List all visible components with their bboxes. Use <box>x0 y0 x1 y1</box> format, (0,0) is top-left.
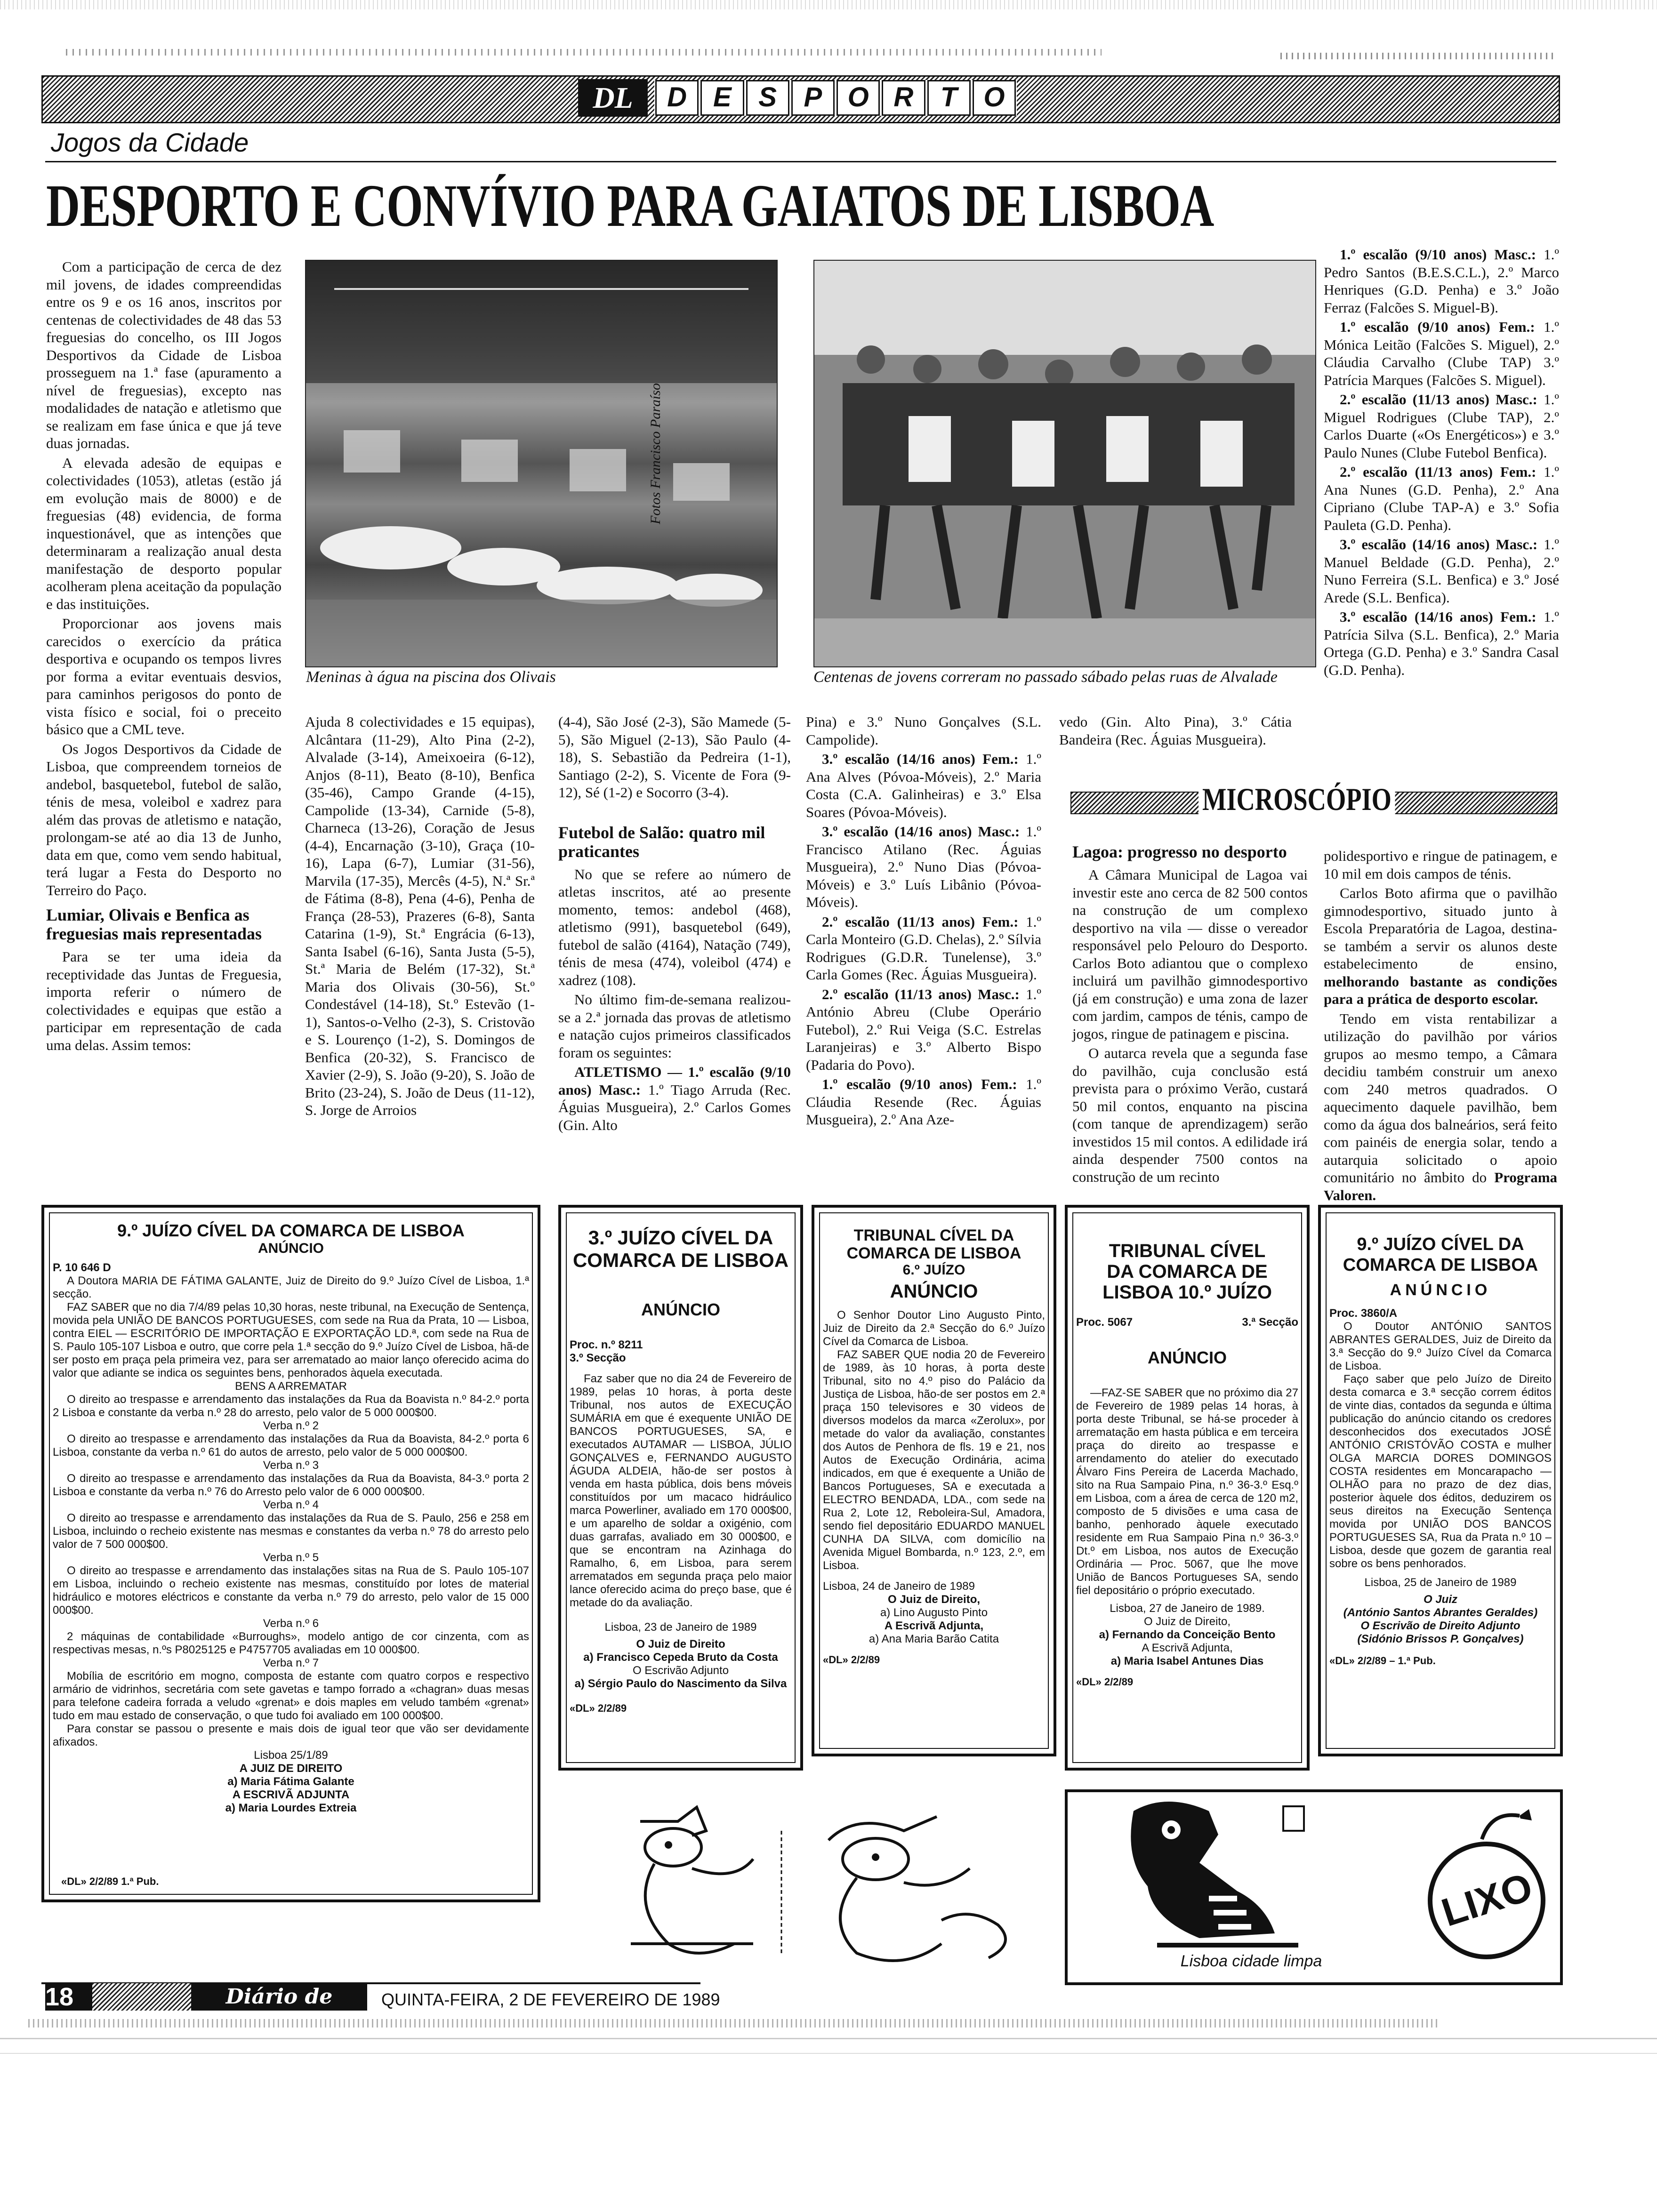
notice-ref: P. 10 646 D <box>53 1261 111 1274</box>
results-paragraph <box>1324 463 1559 534</box>
lixo-campaign-ad <box>1065 1789 1563 1985</box>
results-heading: 3.º escalão (14/16 anos) Masc.: <box>822 823 1020 840</box>
legal-notice-9-juizo <box>41 1205 540 1902</box>
results-paragraph <box>1324 391 1559 461</box>
article-paragraph: No último fim-de-semana realizou-se a 2.ª jornada das provas de atletismo e natação cujos primeiros classificados foram os seguintes: <box>558 991 791 1061</box>
article-paragraph: A elevada adesão de equipas e colectividades (1053), atletas (estão já em evolução mais de 8000) e de freguesias (48) evidencia, de forma inquestionável, que as intenções que determinaram a realização anual desta manifestação de desporto popular acolheram plena aceitação da população e das instituições. <box>46 454 282 612</box>
notice-signature: A ESCRIVÃ ADJUNTA <box>232 1788 350 1801</box>
results-heading: 1.º escalão (9/10 anos) Fem.: <box>1340 319 1535 335</box>
results-heading: 2.º escalão (11/13 anos) Fem.: <box>1340 464 1536 480</box>
footer-masthead: Diário de <box>191 1983 367 2011</box>
microscopio-subhead: Lagoa: progresso no desporto <box>1072 842 1287 861</box>
article-subhead: Lumiar, Olivais e Benfica as freguesias mais representadas <box>46 906 262 943</box>
results-paragraph <box>1324 246 1559 316</box>
notice-heading: BENS A ARREMATAR <box>235 1380 347 1393</box>
scan-edge-top <box>0 0 1657 9</box>
notice-signature: a) Maria Isabel Antunes Dias <box>1110 1655 1264 1667</box>
notice-signature: a) Sérgio Paulo do Nascimento da Silva <box>574 1677 787 1690</box>
section-logo: DL <box>578 79 648 117</box>
notice-title: TRIBUNAL CÍVEL DA COMARCA DE LISBOA <box>846 1226 1022 1262</box>
results-text: 1.º Ana Nunes (G.D. Penha), 2.º Ana Cipriano (Clube TAP-A) e 3.º Sofia Pauleta (G.D. Penha). <box>1324 464 1560 533</box>
notice-heading: Verba n.º 3 <box>263 1459 319 1472</box>
notice-publication: «DL» 2/2/89 <box>823 1654 880 1666</box>
notice-paragraph: Faz saber que no dia 24 de Fevereiro de 1989, pelas 10 horas, à porta deste Tribunal, nos autos de EXECUÇÃO SUMÁRIA em que é exequente UNIÃO DE BANCOS PORTUGUESES, SA, e executados AUTAMAR — LISBOA, JÚLIO GONÇALVES e, FERNANDO AUGUSTO ÁGUDA ALDEIA, hão-de ser postos à venda em hasta pública, dois bens móveis constituídos por um macaco hidráulico marca Powerliner, avaliado em 170 000$00, e um aparelho de soldar a oxigénio, com duas garrafas, avaliado em 30 000$00, e que se encontram na Azinhaga do Ramalho, 6, em Lisboa, para serem arrematados em segunda praça pelo maior lance oferecido acima do preço base, que é metade do da avaliação. <box>570 1372 792 1609</box>
notice-subtitle: ANÚNCIO <box>890 1281 978 1302</box>
notice-paragraph: O direito ao trespasse e arrendamento das instalações da Rua da Boavista, 84-3.º porta 2 Lisboa e constante da verba n.º 76 do Arresto pelo valor de 6 000 000$00. <box>53 1472 529 1498</box>
notice-signature: O Juiz de Direito, <box>887 1593 981 1606</box>
notice-signature: Lisboa, 24 de Janeiro de 1989 <box>823 1580 975 1593</box>
notice-signature: a) Maria Fátima Galante <box>227 1775 354 1788</box>
results-paragraph <box>806 913 1041 984</box>
results-paragraph <box>1324 318 1559 389</box>
microscopio-paragraph: O autarca revela que a segunda fase do pavilhão, cuja conclusão está prevista para o próximo Verão, custará 50 mil contos, enquanto na piscina (com tanque de aprendizagem) serão investidos 15 mil contos. A edilidade irá ainda despender 7500 contos na construção de um recinto <box>1072 1045 1308 1185</box>
microscopio-column-2 <box>1324 847 1557 1206</box>
runners-illustration <box>814 261 1315 666</box>
article-headline: DESPORTO E CONVÍVIO PARA GAIATOS DE LISBOA <box>46 172 1214 239</box>
notice-subtitle: ANÚNCIO <box>1148 1348 1227 1367</box>
results-text: 1.º Francisco Atilano (Rec. Águias Musgueira), 2.º Nuno Dias (Póvoa-Móveis) e 3.º Luís Libânio (Póvoa-Móveis). <box>806 823 1042 910</box>
notice-paragraph: O direito ao trespasse e arrendamento das instalações da Rua de S. Paulo, 256 e 258 em Lisboa, incluindo o recheio existente nas mesmas e constantes da verba n.º 78 do arresto pelo valor de 7 500 000$00. <box>53 1512 529 1551</box>
results-heading: 1.º escalão (9/10 anos) Masc.: <box>1340 246 1536 263</box>
notice-subtitle: ANÚNCIO <box>258 1241 324 1256</box>
legal-notice-9-juizo-abrantes <box>1318 1205 1563 1756</box>
results-heading: 3.º escalão (14/16 anos) Fem.: <box>1340 609 1536 625</box>
notice-paragraph: FAZ SABER que no dia 7/4/89 pelas 10,30 horas, neste tribunal, na Execução de Sentença, movida pela UNIÃO DE BANCOS PORTUGUESES, com sede na Rua da Prata, 10 — Lisboa, contra EIEL — ESCRITÓRIO DE IMPORTAÇÃO E EXPORTAÇÃO LD.ª, com sede na Rua de S. Paulo 105-107 Lisboa e outro, que corre pela 1.ª secção do 9.º Juízo Cível de Lisboa, hã-de ser posto em praça pela primeira vez, para ser arrematado ao maior lanço oferecido acima do valor que adiante se indica os seguintes bens, penhorados àquela executada. <box>53 1301 529 1379</box>
notice-signature: O Juiz de Direito <box>636 1638 725 1651</box>
notice-heading: Verba n.º 5 <box>263 1551 319 1564</box>
results-paragraph <box>806 986 1041 1074</box>
results-text: 1.º Patrícia Silva (S.L. Benfica), 2.º Maria Ortega (G.D. Penha) e 3.º Sandra Casal (G.D. Penha). <box>1324 609 1559 678</box>
article-column-5 <box>1059 713 1292 750</box>
notice-paragraph: O direito ao trespasse e arrendamento das instalações da Rua da Boavista n.º 84-2.º porta 2 Lisboa e constante da verba n.º 28 do arresto, pelo valor de 5 000 000$00. <box>53 1393 529 1419</box>
results-heading: 1.º escalão (9/10 anos) Fem.: <box>822 1076 1017 1092</box>
scan-line-bottom-2 <box>0 2053 1657 2054</box>
results-paragraph <box>806 750 1041 821</box>
photo-caption-runners: Centenas de jovens correram no passado sábado pelas ruas de Alvalade <box>813 668 1278 686</box>
notice-paragraph: FAZ SABER QUE nodia 20 de Fevereiro de 1989, às 10 horas, à porta deste Tribunal, sito no 4.º piso do Palácio da Justiça de Lisboa, hão-de ser postos em 2.ª praça 150 televisores e 30 videos de diversos modelos da marca «Zerolux», por metade do valor da avaliação, constantes dos Autos de Penhora de fls. 19 e 21, nos Autos de Execução Ordinária, acima indicados, em que é exequente a União de Bancos Portugueses, SA e executada a ELECTRO BENDADA, LDA., com sede na Rua 2, Lote 12, Reboleira-Sul, Amadora, sendo fiel depositário EDUARDO MANUEL CUNHA DA SILVA, com domicílio na Avenida Miguel Bombarda, n.º 123, 2.º, em Lisboa. <box>823 1348 1045 1572</box>
results-heading: 2.º escalão (11/13 anos) Masc.: <box>1340 391 1537 408</box>
results-paragraph <box>806 823 1041 911</box>
microscopio-paragraph: polidesportivo e ringue de patinagem, e 10 mil em dois campos de ténis. <box>1324 848 1557 882</box>
section-title-letter: O <box>837 80 880 116</box>
notice-signature: O Escrivão Adjunto <box>632 1664 729 1677</box>
results-text: 1.º Miguel Rodrigues (Clube TAP), 2.º Carlos Duarte («Os Energéticos») e 3.º Paulo Nunes (Clube Futebol Benfica). <box>1324 391 1560 461</box>
cartoon-drawing <box>612 1803 1036 1972</box>
legal-notice-6-juizo <box>812 1205 1056 1756</box>
notice-signature: a) Ana Maria Barão Catita <box>869 1633 999 1645</box>
article-paragraph: Proporcionar aos jovens mais carecidos o exercício da prática desportiva e ocupando os tempos livres por forma a evitar eventuais desvios, para caminhos perigosos do ponto de vista físico e social, foi o preceito básico que a CML teve. <box>46 615 282 737</box>
notice-publication: «DL» 2/2/89 <box>570 1702 627 1714</box>
article-column-3 <box>558 713 791 1136</box>
article-paragraph <box>558 1063 791 1134</box>
page-number: 18 <box>45 1983 92 2011</box>
lixo-slogan: Lisboa cidade limpa <box>1180 1952 1322 1970</box>
photo-swimming-pool <box>305 260 778 667</box>
notice-ref: 3.ª Secção <box>1242 1316 1298 1329</box>
results-heading: ATLETISMO — 1.º escalão (9/10 anos) Masc.: <box>558 1064 791 1098</box>
results-heading: 2.º escalão (11/13 anos) Fem.: <box>822 913 1019 930</box>
notice-signature: Lisboa, 27 de Janeiro de 1989. <box>1110 1602 1265 1615</box>
section-title-letter: T <box>927 80 971 116</box>
legal-notice-10-juizo <box>1065 1205 1310 1771</box>
results-text: 1.º Manuel Beldade (G.D. Penha), 2.º Nuno Ferreira (S.L. Benfica) e 3.º José Arede (S.L. Benfica). <box>1324 536 1560 606</box>
results-paragraph <box>1324 608 1559 679</box>
scan-dots-top-right <box>1280 53 1553 59</box>
notice-signature: Lisboa, 25 de Janeiro de 1989 <box>1364 1576 1517 1589</box>
article-paragraph: (4-4), São José (2-3), São Mamede (5-5), São Miguel (2-13), São Paulo (4-18), S. Sebastião da Pedreira (1-1), Santiago (2-2), S. Vicente de Fora (9-12), Sé (1-2) e Socorro (3-4). <box>558 713 791 801</box>
microscopio-title: MICROSCÓPIO <box>1199 777 1395 822</box>
results-paragraph <box>1324 536 1559 606</box>
notice-ref: 3.º Secção <box>570 1352 626 1364</box>
notice-signature: O Juiz de Direito, <box>1143 1615 1231 1628</box>
notice-heading: Verba n.º 7 <box>263 1657 319 1669</box>
results-heading: 2.º escalão (11/13 anos) Masc.: <box>822 986 1020 1002</box>
results-heading: 3.º escalão (14/16 anos) Fem.: <box>822 751 1019 767</box>
article-column-2 <box>305 713 535 1121</box>
notice-title: 9.º JUÍZO CÍVEL DA COMARCA DE LISBOA <box>1343 1234 1538 1275</box>
notice-signature: a) Maria Lourdes Extreia <box>225 1802 357 1814</box>
notice-signature: a) Fernando da Conceição Bento <box>1099 1628 1276 1641</box>
notice-title: 9.º JUÍZO CÍVEL DA COMARCA DE LISBOA <box>117 1221 465 1240</box>
results-paragraph <box>806 1075 1041 1129</box>
section-title-letter: O <box>973 80 1016 116</box>
section-title-letter: D <box>655 80 699 116</box>
microscopio-text: Carlos Boto afirma que o pavilhão gimnodesportivo, situado junto à Escola Preparatória de Lagoa, destina-se também a servir os alunos deste estabelecimento de ensino, <box>1324 885 1557 972</box>
lixo-badge-text: LIXO <box>1436 1864 1538 1935</box>
article-subhead: Futebol de Salão: quatro mil praticantes <box>558 823 765 861</box>
notice-publication: «DL» 2/2/89 <box>1076 1676 1134 1688</box>
notice-paragraph: 2 máquinas de contabilidade «Burroughs», modelo antigo de cor cinzenta, com as respectivas mesas, n.ºs P8025125 e P4757705 avaliadas em 10 000$00. <box>53 1630 529 1656</box>
results-text: vedo (Gin. Alto Pina), 3.º Cátia Bandeira (Rec. Águias Musgueira). <box>1059 713 1292 748</box>
notice-signature: A Escrivã Adjunta, <box>1142 1642 1233 1654</box>
notice-signature: Lisboa, 23 de Janeiro de 1989 <box>604 1621 757 1634</box>
notice-heading: Verba n.º 4 <box>263 1499 319 1511</box>
notice-ref: Proc. 3860/A <box>1329 1307 1398 1320</box>
microscopio-paragraph: A Câmara Municipal de Lagoa vai investir este ano cerca de 82 500 contos na construção de um complexo desportivo na vila — disse o vereador responsável pelo Pelouro do Desporto. Carlos Boto adiantou que o complexo incluirá um pavilhão gimnodesportivo (já em construção) e uma zona de lazer com jardim, campos de ténis, campo de jogos, ringue de patinagem e piscina. <box>1072 866 1308 1042</box>
microscopio-bold-text: melhorando bastante as condições para a prática de desporto escolar. <box>1324 973 1557 1007</box>
notice-heading: Verba n.º 6 <box>263 1617 319 1630</box>
section-title-letter: P <box>791 80 835 116</box>
scan-dots-top <box>66 49 1102 56</box>
photo-runners <box>813 260 1316 667</box>
article-paragraph: Com a participação de cerca de dez mil jovens, de idades compreendidas entre os 9 e os 16 anos, inscritos por centenas de colectividades de 48 das 53 freguesias do concelho, os III Jogos Desportivos da Cidade de Lisboa prosseguem na 1.ª fase (apuramento a nível de freguesias), excepto nas modalidades de natação e atletismo que se realizam em fase única e que já teve duas jornadas. <box>46 258 282 451</box>
notice-publication: «DL» 2/2/89 – 1.ª Pub. <box>1329 1655 1436 1667</box>
notice-paragraph: O direito ao trespasse e arrendamento das instalações da Rua da Boavista, 84-2.º porta 6 Lisboa, constante da verba n.º 61 do autos de arresto, pelo valor de 5 000 000$00. <box>53 1433 529 1459</box>
kicker-rule <box>45 161 1556 162</box>
section-title <box>654 80 1017 116</box>
microscopio-text: Tendo em vista rentabilizar a utilização do pavilhão por vários grupos ao mesmo tempo, a Câmara decidiu também construir um anexo com 240 metros quadrados. O aquecimento daquele pavilhão, bem como da água dos balneários, será feito com painéis de energia solar, tendo a autarquia solicitado o apoio comunitário no âmbito do <box>1324 1010 1557 1186</box>
microscopio-paragraph <box>1324 1010 1557 1204</box>
results-text: 1.º Pedro Santos (B.E.S.C.L.), 2.º Marco Henriques (G.D. Penha) e 3.º João Ferraz (Falcões S. Miguel-B). <box>1324 246 1559 316</box>
notice-paragraph: —FAZ-SE SABER que no próximo dia 27 de Fevereiro de 1989 pelas 14 horas, à porta deste Tribunal, se há-se proceder à arrematação em hasta pública e em terceira praça do direito ao trespasse e arrendamento do atelier do executado Álvaro Fins Pereira de Lacerda Machado, sito na Rua Sampaio Pina, n.º 36-3.º Esq.º em Lisboa, com a área de cerca de 120 m2, composto de 5 divisões e uma casa de banho, penhorado àquele executado residente em Rua Sampaio Pina n.º 36-3.º Dt.º em Lisboa, nos autos de Execução Ordinária — Proc. 5067, que lhe move União de Bancos Portugueses SA, sendo fiel depositário o próprio executado. <box>1076 1387 1298 1597</box>
notice-paragraph: O direito ao trespasse e arrendamento das instalações sitas na Rua de S. Paulo 105-107 em Lisboa, incluindo o recheio existente nas mesmas, constituído por lotes de material hidráulico e motores eléctricos e constante da verba n.º 79 do arresto, pelo valor de 15 000 000$00. <box>53 1564 529 1617</box>
section-title-letter: S <box>746 80 789 116</box>
notice-publication: «DL» 2/2/89 1.ª Pub. <box>61 1875 159 1887</box>
article-column-1 <box>46 258 282 1056</box>
article-paragraph: Os Jogos Desportivos da Cidade de Lisboa, que compreendem torneios de andebol, basquetebol, futebol de salão, ténis de mesa, voleibol e xadrez para além das provas de atletismo e natação, prolongam-se até ao dia 13 de Junho, data em que, como vem sendo habitual, terá lugar a Festa do Desporto no Terreiro do Paço. <box>46 740 282 898</box>
notice-paragraph: O Doutor ANTÓNIO SANTOS ABRANTES GERALDES, Juiz de Direito da 3.ª Secção do 9.º Juízo Cível da Comarca de Lisboa. <box>1329 1320 1552 1372</box>
notice-heading: Verba n.º 2 <box>263 1419 319 1432</box>
photo-caption-swimming: Meninas à água na piscina dos Olivais <box>306 668 556 686</box>
footer-date: QUINTA-FEIRA, 2 DE FEVEREIRO DE 1989 <box>381 1990 720 2009</box>
notice-signature: A Escrivã Adjunta, <box>884 1619 984 1632</box>
microscopio-column-1 <box>1072 842 1308 1187</box>
results-text: 1.º António Abreu (Clube Operário Futebol), 2.º Rui Veiga (S.C. Estrelas Laranjeiras) e 3.º Alberto Bispo (Padaria do Povo). <box>806 986 1042 1073</box>
section-title-letter: E <box>700 80 744 116</box>
results-text: 1.º Mónica Leitão (Falcões S. Miguel), 2.º Cláudia Carvalho (Clube TAP) 3.º Patrícia Marques (Falcões S. Miguel). <box>1324 319 1560 388</box>
notice-paragraph: Faço saber que pelo Juízo de Direito desta comarca e 3.ª secção correm éditos de vinte dias, contados da segunda e última publicação do anúncio citando os credores desconhecidos dos executados JOSÉ ANTÓNIO CRISTÓVÃO COSTA e mulher OLGA MARCIA DORES DOMINGOS COSTA residentes em Moncarapacho — OLHÃO para no prazo de dez dias, posterior àquele dos éditos, deduzirem os seus direitos na Execução Sentença movida por UNIÃO DOS BANCOS PORTUGUESES SA, Rua da Prata n.º 10 – Lisboa, desde que gozem de garantia real sobre os bens penhorados. <box>1329 1373 1552 1570</box>
notice-paragraph: Mobília de escritório em mogno, composta de estante com quatro corpos e respectivo armário de vidrinhos, secretária com sete gavetas e tampo forrado a «chagran» duas mesas para telefone cadeira forrada a veludo «grenat» e dois maples em veludo também «grenat» tudo em mau estado de conservação, o que tudo foi avaliado em 100 000$00. <box>53 1670 529 1722</box>
notice-signature: (António Santos Abrantes Geraldes) <box>1343 1606 1538 1619</box>
scan-line-bottom <box>0 2038 1657 2039</box>
microscopio-paragraph <box>1324 884 1557 1008</box>
notice-ref: Proc. 5067 <box>1076 1316 1133 1329</box>
results-heading: 3.º escalão (14/16 anos) Masc.: <box>1340 536 1538 553</box>
results-text: Pina) e 3.º Nuno Gonçalves (S.L. Campolide). <box>806 713 1041 748</box>
article-column-6 <box>1324 246 1559 681</box>
notice-signature: O Escrivão de Direito Adjunto <box>1360 1619 1520 1632</box>
article-kicker: Jogos da Cidade <box>51 128 249 157</box>
swimmers-illustration <box>306 261 777 666</box>
notice-paragraph: A Doutora MARIA DE FÁTIMA GALANTE, Juiz de Direito do 9.º Juízo Cível de Lisboa, 1.ª secção. <box>53 1274 529 1300</box>
notice-title: TRIBUNAL CÍVEL DA COMARCA DE LISBOA 10.º JUÍZO <box>1102 1241 1272 1303</box>
cartoon-illustration <box>612 1803 1036 1972</box>
legal-notice-3-juizo <box>558 1205 803 1771</box>
results-text: 1.º Cláudia Resende (Rec. Águias Musgueira), 2.º Ana Aze- <box>806 1076 1042 1128</box>
results-text: 1.º Ana Alves (Póvoa-Móveis), 2.º Maria Costa (C.A. Galinheiras) e 3.º Elsa Soares (Póvoa-Móveis). <box>806 751 1041 820</box>
notice-ref: Proc. n.º 8211 <box>570 1338 643 1351</box>
notice-signature: a) Lino Augusto Pinto <box>880 1606 988 1619</box>
article-column-4 <box>806 713 1041 1130</box>
notice-paragraph: Para constar se passou o presente e mais dois de igual teor que vão ser devidamente afixados. <box>53 1723 529 1748</box>
notice-subtitle: ANÚNCIO <box>641 1300 720 1319</box>
photo-credit: Fotos Francisco Paraíso <box>648 383 663 524</box>
article-paragraph: Ajuda 8 colectividades e 15 equipas), Alcântara (11-29), Alto Pina (2-2), Alvalade (3-14), Ameixoeira (6-12), Anjos (8-11), Beato (8-10), Benfica (35-46), Campo Grande (4-15), Campolide (13-34), Carnide (5-8), Charneca (13-26), Coração de Jesus (4-4), Encarnação (3-10), Graça (10-16), Lapa (6-7), Lumiar (31-56), Marvila (17-35), Mercês (4-5), N.ª Sr.ª de Fátima (8-8), Pena (4-6), Penha de França (28-53), Prazeres (6-8), Santa Catarina (1-9), St.ª Engrácia (6-13), Santa Isabel (6-16), Santa Justa (5-5), St.ª Maria de Belém (17-32), St.ª Maria dos Olivais (30-56), St.º Condestável (14-18), St.º Estevão (1-1), Santos-o-Velho (2-3), S. Cristovão e S. Lourenço (1-2), S. Domingos de Benfica (20-32), S. Francisco de Xavier (2-9), S. João (9-20), S. João de Brito (23-24), S. João de Deus (11-12), S. Jorge de Arroios <box>305 713 535 1118</box>
notice-signature: (Sidónio Brissos P. Gonçalves) <box>1357 1633 1524 1645</box>
results-text: 1.º Carla Monteiro (G.D. Chelas), 2.º Sílvia Rodrigues (G.D.R. Tunelense), 3.º Carla Gomes (Rec. Águias Musgueira). <box>806 913 1042 983</box>
notice-signature: A JUIZ DE DIREITO <box>239 1762 343 1775</box>
notice-signature: O Juiz <box>1423 1593 1457 1606</box>
article-paragraph: Para se ter uma ideia da receptividade das Juntas de Freguesia, importa referir o número de colectividades e equipas que estão a participar em representação de cada uma delas. Assim temos: <box>46 948 282 1053</box>
notice-paragraph: O Senhor Doutor Lino Augusto Pinto, Juiz de Direito da 2.ª Secção do 6.º Juízo Cível da Comarca de Lisboa. <box>823 1309 1045 1348</box>
results-text: 1.º Tiago Arruda (Rec. Águias Musgueira), 2.º Carlos Gomes (Gin. Alto <box>558 1081 791 1133</box>
notice-title: 3.º JUÍZO CÍVEL DA COMARCA DE LISBOA <box>572 1226 789 1271</box>
microscopio-bold-text: Programa Valoren. <box>1324 1169 1558 1203</box>
notice-signature: Lisboa 25/1/89 <box>254 1749 328 1762</box>
notice-subtitle: 6.º JUÍZO <box>902 1262 965 1278</box>
scan-dots-bottom <box>28 2019 1440 2028</box>
notice-signature: a) Francisco Cepeda Bruto da Costa <box>583 1651 778 1664</box>
article-paragraph: No que se refere ao número de atletas inscritos, até ao presente momento, temos: andebol (468), atletismo (991), basquetebol (649), futebol de salão (4164), Natação (749), ténis de mesa (474), voleibol (474) e xadrez (108). <box>558 866 791 988</box>
notice-subtitle: ANÚNCIO <box>1390 1281 1491 1299</box>
section-title-letter: R <box>882 80 925 116</box>
